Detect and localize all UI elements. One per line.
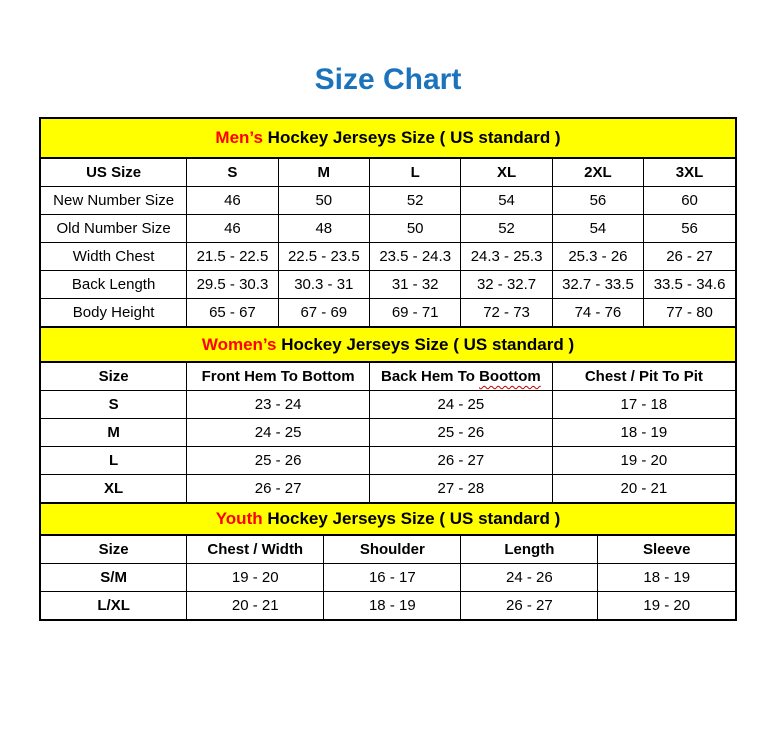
cell: 46: [187, 187, 278, 215]
cell: 19 - 20: [552, 447, 735, 475]
section-title-accent: Men’s: [215, 128, 263, 147]
cell: 24 - 25: [369, 391, 552, 419]
table-row: [41, 299, 735, 327]
cell: 56: [552, 187, 643, 215]
cell: 16 - 17: [324, 564, 461, 592]
row-label: L: [41, 447, 187, 475]
youth-size-table: [41, 536, 735, 619]
cell: 74 - 76: [552, 299, 643, 327]
womens-size-table: [41, 363, 735, 502]
section-title-accent: Women’s: [201, 335, 277, 354]
section-title-text: Hockey Jerseys Size ( US standard ): [262, 128, 561, 147]
cell: 54: [552, 215, 643, 243]
section-title-band-youth: [41, 502, 735, 536]
section-title-band-womens: [41, 326, 735, 363]
column-header: S: [187, 159, 278, 187]
cell: 33.5 - 34.6: [644, 271, 735, 299]
cell: 46: [187, 215, 278, 243]
cell: 25 - 26: [187, 447, 370, 475]
row-label: Width Chest: [41, 243, 187, 271]
section-title-text: Hockey Jerseys Size ( US standard ): [262, 509, 561, 528]
cell: 60: [644, 187, 735, 215]
column-header: Size: [41, 363, 187, 391]
column-header: XL: [461, 159, 552, 187]
column-header: L: [369, 159, 460, 187]
table-row: [41, 271, 735, 299]
row-label: Old Number Size: [41, 215, 187, 243]
section-title-text: Hockey Jerseys Size ( US standard ): [276, 335, 575, 354]
row-label: New Number Size: [41, 187, 187, 215]
cell: 26 - 27: [644, 243, 735, 271]
cell: 19 - 20: [598, 592, 735, 620]
table-row: [41, 187, 735, 215]
table-row: [41, 592, 735, 620]
section-mens: [41, 119, 735, 326]
cell: 67 - 69: [278, 299, 369, 327]
column-header: Chest / Pit To Pit: [552, 363, 735, 391]
column-header: Back Hem To Boottom: [369, 363, 552, 391]
cell: 72 - 73: [461, 299, 552, 327]
section-title-accent: Youth: [215, 509, 263, 528]
column-header: 3XL: [644, 159, 735, 187]
cell: 52: [369, 187, 460, 215]
section-title-band-mens: [41, 119, 735, 159]
cell: 22.5 - 23.5: [278, 243, 369, 271]
cell: 21.5 - 22.5: [187, 243, 278, 271]
cell: 69 - 71: [369, 299, 460, 327]
cell: 31 - 32: [369, 271, 460, 299]
column-header: US Size: [41, 159, 187, 187]
cell: 20 - 21: [187, 592, 324, 620]
column-header: Front Hem To Bottom: [187, 363, 370, 391]
cell: 19 - 20: [187, 564, 324, 592]
row-label: Body Height: [41, 299, 187, 327]
cell: 65 - 67: [187, 299, 278, 327]
column-header: Size: [41, 536, 187, 564]
row-label: Back Length: [41, 271, 187, 299]
row-label: L/XL: [41, 592, 187, 620]
cell: 25.3 - 26: [552, 243, 643, 271]
cell: 26 - 27: [369, 447, 552, 475]
cell: 27 - 28: [369, 475, 552, 503]
cell: 20 - 21: [552, 475, 735, 503]
cell: 18 - 19: [598, 564, 735, 592]
cell: 52: [461, 215, 552, 243]
cell: 26 - 27: [461, 592, 598, 620]
cell: 29.5 - 30.3: [187, 271, 278, 299]
cell: 18 - 19: [324, 592, 461, 620]
header-row: [41, 363, 735, 391]
cell: 23 - 24: [187, 391, 370, 419]
cell: 23.5 - 24.3: [369, 243, 460, 271]
page-title: Size Chart: [314, 63, 462, 96]
cell: 77 - 80: [644, 299, 735, 327]
section-womens: [41, 326, 735, 502]
table-row: [41, 419, 735, 447]
column-header: Chest / Width: [187, 536, 324, 564]
cell: 48: [278, 215, 369, 243]
table-row: [41, 391, 735, 419]
misspelled-word: Boottom: [479, 368, 541, 385]
table-row: [41, 243, 735, 271]
table-row: [41, 215, 735, 243]
section-youth: [41, 502, 735, 619]
row-label: S: [41, 391, 187, 419]
cell: 50: [278, 187, 369, 215]
row-label: S/M: [41, 564, 187, 592]
column-header: Length: [461, 536, 598, 564]
cell: 17 - 18: [552, 391, 735, 419]
column-header: M: [278, 159, 369, 187]
row-label: M: [41, 419, 187, 447]
cell: 26 - 27: [187, 475, 370, 503]
mens-size-table: [41, 159, 735, 326]
cell: 25 - 26: [369, 419, 552, 447]
size-chart: [39, 117, 737, 621]
header-row: [41, 536, 735, 564]
cell: 24 - 26: [461, 564, 598, 592]
table-row: [41, 564, 735, 592]
cell: 50: [369, 215, 460, 243]
header-row: [41, 159, 735, 187]
cell: 32.7 - 33.5: [552, 271, 643, 299]
cell: 24 - 25: [187, 419, 370, 447]
cell: 56: [644, 215, 735, 243]
cell: 18 - 19: [552, 419, 735, 447]
column-header: Shoulder: [324, 536, 461, 564]
column-header: Sleeve: [598, 536, 735, 564]
cell: 30.3 - 31: [278, 271, 369, 299]
cell: 24.3 - 25.3: [461, 243, 552, 271]
cell: 54: [461, 187, 552, 215]
cell: 32 - 32.7: [461, 271, 552, 299]
column-header: 2XL: [552, 159, 643, 187]
table-row: [41, 475, 735, 503]
table-row: [41, 447, 735, 475]
row-label: XL: [41, 475, 187, 503]
